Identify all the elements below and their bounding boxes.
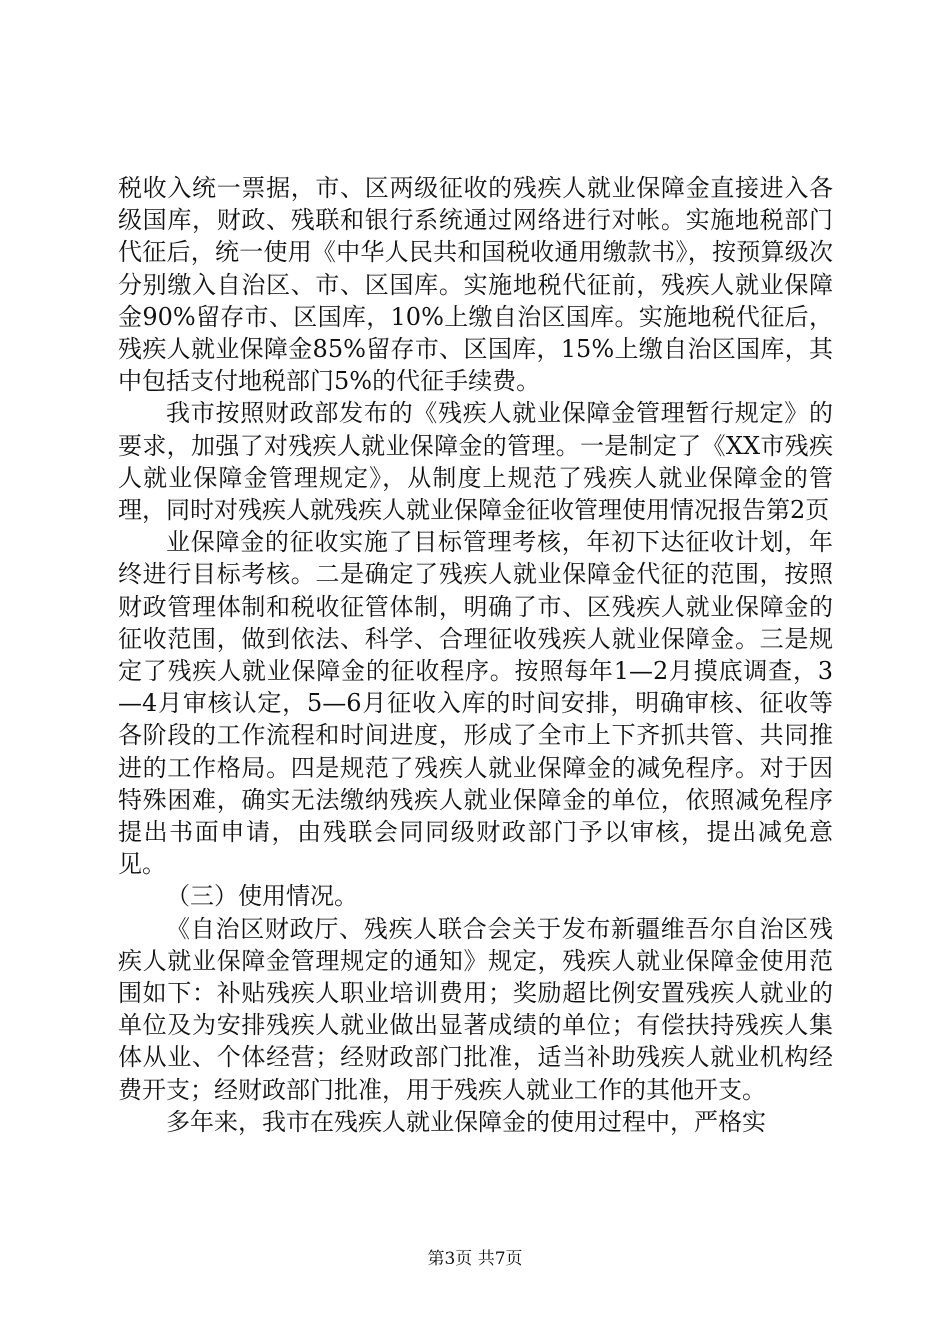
paragraph-4: 《自治区财政厅、残疾人联合会关于发布新疆维吾尔自治区残疾人就业保障金管理规定的通知》规定，残疾人就业保障金使用范围如下：补贴残疾人职业培训费用；奖励超比例安置残疾人就业的单位及为安排残疾人就业做出显著成绩的单位；有偿扶持残疾人集体从业、个体经营；经财政部门批准，适当补助残疾人就业机构经费开支；经财政部门批准，用于残疾人就业工作的其他开支。 xyxy=(118,914,833,1104)
paragraph-3: 业保障金的征收实施了目标管理考核，年初下达征收计划，年终进行目标考核。二是确定了残疾人就业保障金代征的范围，按照财政管理体制和税收征管体制，明确了市、区残疾人就业保障金的征收范围，做到依法、科学、合理征收残疾人就业保障金。三是规定了残疾人就业保障金的征收程序。按照每年1—2月摸底调查，3—4月审核认定，5—6月征收入库的时间安排，明确审核、征收等各阶段的工作流程和时间进度，形成了全市上下齐抓共管、共同推进的工作格局。四是规范了残疾人就业保障金的减免程序。对于因特殊困难，确实无法缴纳残疾人就业保障金的单位，依照减免程序提出书面申请，由残联会同同级财政部门予以审核，提出减免意见。 xyxy=(118,528,833,879)
paragraph-2: 我市按照财政部发布的《残疾人就业保障金管理暂行规定》的要求，加强了对残疾人就业保障金的管理。一是制定了《XX市残疾人就业保障金管理规定》，从制度上规范了残疾人就业保障金的管理，同时对残疾人就残疾人就业保障金征收管理使用情况报告第2页 xyxy=(118,399,833,525)
page-footer: 第3页 共7页 xyxy=(427,1249,523,1269)
section-heading-usage: （三）使用情况。 xyxy=(166,882,358,911)
body-text xyxy=(118,172,833,1138)
paragraph-5: 多年来，我市在残疾人就业保障金的使用过程中，严格实 xyxy=(166,1107,766,1136)
paragraph-1: 税收入统一票据，市、区两级征收的残疾人就业保障金直接进入各级国库，财政、残联和银行系统通过网络进行对帐。实施地税部门代征后，统一使用《中华人民共和国税收通用缴款书》，按预算级次分别缴入自治区、市、区国库。实施地税代征前，残疾人就业保障金90%留存市、区国库，10%上缴自治区国库。实施地税代征后，残疾人就业保障金85%留存市、区国库，15%上缴自治区国库，其中包括支付地税部门5%的代征手续费。 xyxy=(118,174,833,396)
